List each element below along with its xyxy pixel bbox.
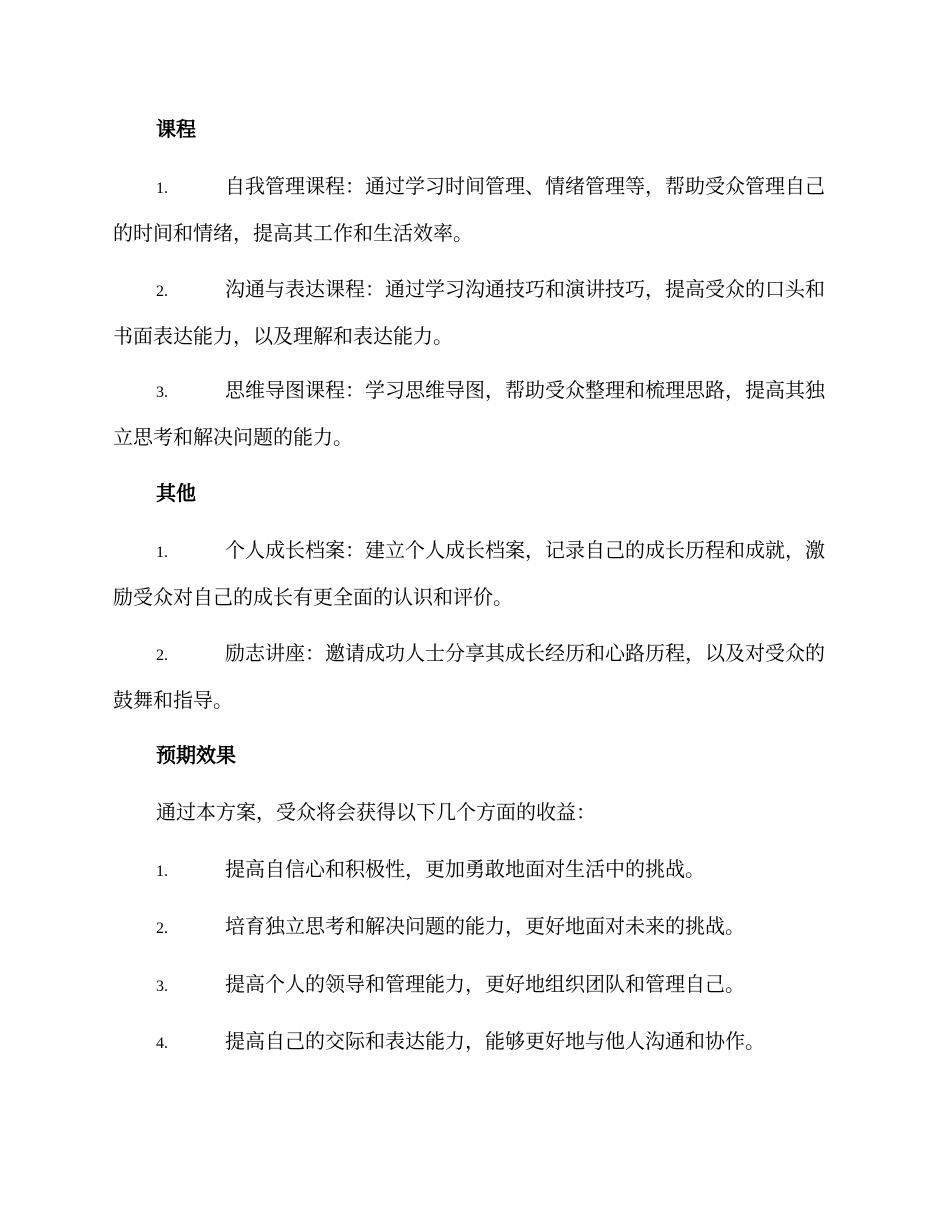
- section-heading-courses: 课程: [156, 117, 196, 141]
- list-item-effects-3: [113, 962, 837, 1009]
- list-number: 1.: [156, 863, 168, 880]
- list-text: 提高自己的交际和表达能力，能够更好地与他人沟通和协作。: [225, 1029, 765, 1053]
- list-item-courses-1: [113, 164, 837, 256]
- list-number: 3.: [156, 384, 168, 401]
- list-text: 沟通与表达课程：通过学习沟通技巧和演讲技巧，提高受众的口头和书面表达能力，以及理解和表达能力。: [113, 277, 825, 348]
- list-number: 2.: [156, 283, 168, 300]
- list-number: 3.: [156, 978, 168, 995]
- list-item-effects-2: [113, 904, 837, 951]
- list-text: 培育独立思考和解决问题的能力，更好地面对未来的挑战。: [225, 914, 745, 938]
- list-number: 1.: [156, 544, 168, 561]
- list-text: 自我管理课程：通过学习时间管理、情绪管理等，帮助受众管理自己的时间和情绪，提高其工作和生活效率。: [113, 174, 825, 245]
- list-text: 提高个人的领导和管理能力，更好地组织团队和管理自己。: [225, 972, 745, 996]
- list-item-others-1: [113, 528, 837, 620]
- section-heading-effects: 预期效果: [156, 743, 236, 767]
- list-item-others-2: [113, 631, 837, 723]
- list-text: 个人成长档案：建立个人成长档案，记录自己的成长历程和成就，激励受众对自己的成长有更全面的认识和评价。: [113, 538, 825, 609]
- effects-intro: 通过本方案，受众将会获得以下几个方面的收益：: [156, 800, 596, 824]
- list-item-effects-1: [113, 847, 837, 894]
- section-heading-others: 其他: [156, 481, 196, 505]
- list-text: 提高自信心和积极性，更加勇敢地面对生活中的挑战。: [225, 857, 705, 881]
- list-text: 思维导图课程：学习思维导图，帮助受众整理和梳理思路，提高其独立思考和解决问题的能力。: [113, 378, 825, 449]
- list-item-effects-4: [113, 1019, 837, 1066]
- list-number: 2.: [156, 920, 168, 937]
- list-item-courses-2: [113, 267, 837, 359]
- list-text: 励志讲座：邀请成功人士分享其成长经历和心路历程，以及对受众的鼓舞和指导。: [113, 641, 825, 712]
- list-number: 4.: [156, 1035, 168, 1052]
- list-number: 1.: [156, 180, 168, 197]
- list-item-courses-3: [113, 368, 837, 460]
- list-number: 2.: [156, 647, 168, 664]
